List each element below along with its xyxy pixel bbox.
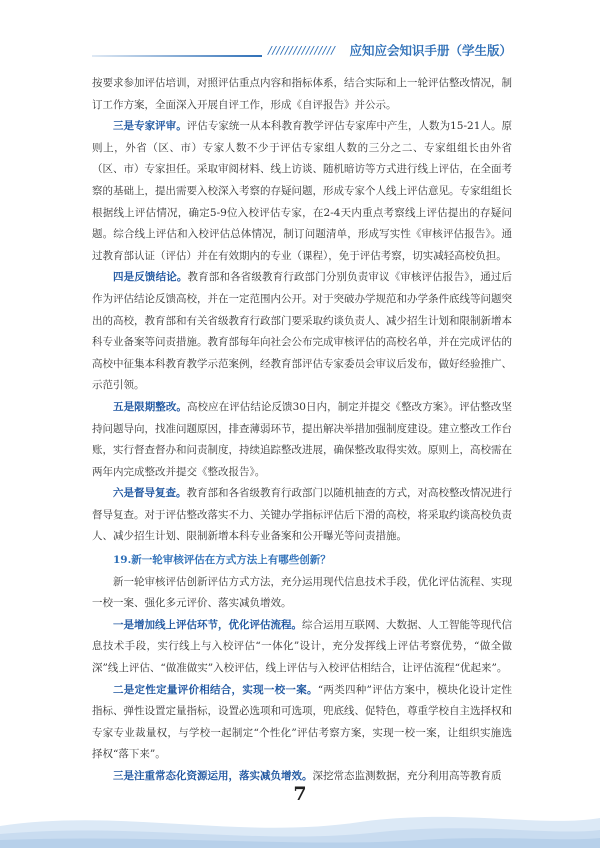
text-rectification: 高校应在评估结论反馈30日内，制定并提交《整改方案》。评估整改坚持问题导向，找准问题原因，排查薄弱环节，提出解决举措加强制度建设。建立整改工作台账，实行督查督办和问责制度，持续追踪整改进展，确保整改取得实效。原则上，高校需在两年内完成整改并提交《整改报告》。 <box>92 400 512 478</box>
lead-qualitative-quantitative: 二是定性定量评价相结合，实现一校一案。 <box>113 683 318 696</box>
paragraph-online-evaluation <box>92 615 512 680</box>
text-supervision-review: 教育部和各省级教育行政部门以随机抽查的方式，对高校整改情况进行督导复查。对于评估整改落实不力、关键办学指标评估后下滑的高校，将采取约谈高校负责人、减少招生计划、限制新增本科专业备案和公开曝光等问责措施。 <box>92 487 512 543</box>
paragraph-expert-review <box>92 116 512 267</box>
text-online-evaluation: 综合运用互联网、大数据、人工智能等现代信息技术手段，实行线上与入校评估“一体化”设计，充分发挥线上评估考察优势，“做全做深”线上评估、“做准做实”入校评估，线上评估与入校评估相结合，让评估流程“优起来”。 <box>92 618 512 675</box>
footer-wave-decoration <box>0 788 600 848</box>
handbook-title: 应知应会知识手册（学生版） <box>349 43 512 58</box>
paragraph-self-evaluation-cont: 按要求参加评估培训，对照评估重点内容和指标体系，结合实际和上一轮评估整改情况，制订工作方案，全面深入开展自评工作，形成《自评报告》并公示。 <box>92 77 512 111</box>
lead-expert-review: 三是专家评审。 <box>113 120 187 133</box>
page-number: 7 <box>293 783 307 805</box>
text-resource-usage: 深挖常态监测数据，充分利用高等教育质 <box>312 770 502 782</box>
paragraph-qualitative-quantitative <box>92 680 512 766</box>
lead-feedback-conclusion: 四是反馈结论。 <box>113 271 188 284</box>
header-slash-ornament: //////////////// <box>268 44 336 57</box>
text-expert-review: 评估专家统一从本科教育教学评估专家库中产生，人数为15-21人。原则上，外省（区、市）专家人数不少于评估专家组人数的三分之二、专家组组长由外省（区、市）专家担任。采取审阅材料、线上访谈、随机暗访等方式进行线上评估，在全面考察的基础上，提出需要入校深入考察的存疑问题，形成专家个人线上评估意见。专家组组长根据线上评估情况，确定5-9位入校评估专家，在2-4天内重点考察线上评估提出的存疑问题。综合线上评估和入校评估总体情况，制订问题清单，形成写实性《审核评估报告》。通过教育部认证（评估）并在有效期内的专业（课程），免于评估考察，切实减轻高校负担。 <box>92 120 512 262</box>
paragraph-feedback-conclusion <box>92 267 512 397</box>
lead-rectification: 五是限期整改。 <box>113 400 187 413</box>
text-qualitative-quantitative: “两类四种”评估方案中，模块化设计定性指标、弹性设置定量指标，设置必选项和可选项，兜底线、促特色，尊重学校自主选择权和专家专业裁量权，与学校一起制定“个性化”评估考察方案，实现一校一案，让组织实施选择权“落下来”。 <box>92 683 512 761</box>
running-header <box>92 40 512 62</box>
lead-resource-usage: 三是注重常态化资源运用，落实减负增效。 <box>113 770 313 782</box>
paragraph-rectification <box>92 397 512 483</box>
paragraph-supervision-review <box>92 483 512 548</box>
question-heading-19: 19.新一轮审核评估在方式方法上有哪些创新？ <box>113 554 331 567</box>
paragraph-innovation-intro: 新一轮审核评估创新评估方式方法，充分运用现代信息技术手段，优化评估流程、实现一校一案、强化多元评价、落实减负增效。 <box>92 575 512 610</box>
page-body <box>92 73 512 788</box>
lead-online-evaluation: 一是增加线上评估环节，优化评估流程。 <box>113 618 302 631</box>
header-rule <box>92 55 262 57</box>
text-feedback-conclusion: 教育部和各省级教育行政部门分别负责审议《审核评估报告》，通过后作为评估结论反馈高校，并在一定范围内公开。对于突破办学规范和办学条件底线等问题突出的高校，教育部和有关省级教育行政部门要采取约谈负责人、减少招生计划和限制新增本科专业备案等问责措施。教育部每年向社会公布完成审核评估的高校名单，并在完成评估的高校中征集本科教育教学示范案例，经教育部评估专家委员会审议后发布，做好经验推广、示范引领。 <box>92 271 513 392</box>
lead-supervision-review: 六是督导复查。 <box>113 487 187 500</box>
